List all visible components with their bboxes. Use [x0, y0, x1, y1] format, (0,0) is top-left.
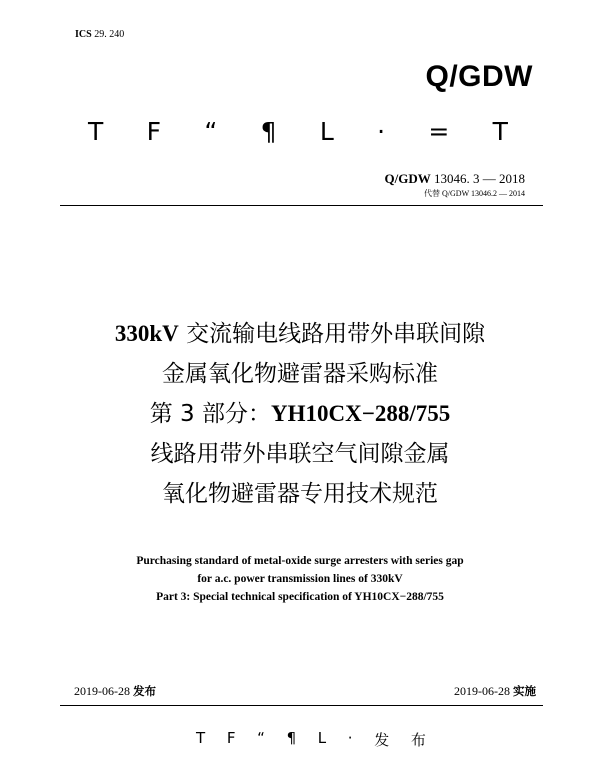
standard-number-value: 13046. 3 — 2018	[434, 171, 525, 186]
footer-char: L	[317, 729, 327, 747]
ics-code: 29. 240	[94, 29, 125, 40]
title-voltage: 330kV	[114, 321, 179, 346]
garbled-char: T	[492, 117, 508, 146]
garbled-char: T	[88, 117, 104, 146]
garbled-char: =	[428, 117, 450, 146]
issue-date	[74, 683, 156, 699]
footer-char: ·	[347, 729, 353, 747]
issue-label: 发布	[133, 684, 156, 698]
top-divider	[60, 205, 543, 206]
ics-label: ICS	[75, 29, 92, 40]
ics-classification	[75, 29, 124, 40]
title-line-1-rest: 交流输电线路用带外串联间隙	[178, 321, 486, 347]
english-title-line-2: for a.c. power transmission lines of 330kV	[197, 573, 403, 585]
footer-char: “	[257, 729, 265, 747]
issue-date-value: 2019-06-28	[74, 684, 130, 698]
english-title-line-3: Part 3: Special technical specification of YH10CX−288/755	[156, 591, 444, 603]
title-line-2: 金属氧化物避雷器采购标准	[162, 361, 438, 387]
garbled-char: L	[319, 117, 334, 146]
footer-char: 发	[374, 731, 390, 749]
title-line-4: 线路用带外串联空气间隙金属	[150, 441, 450, 467]
implement-date-value: 2019-06-28	[454, 684, 510, 698]
garbled-issuer-line	[88, 117, 508, 146]
standard-logo: Q/GDW	[425, 60, 533, 93]
implement-date	[454, 683, 536, 699]
footer-issuer-line	[196, 729, 426, 750]
english-title	[0, 552, 600, 606]
title-line-3	[0, 394, 600, 434]
standard-code: Q/GDW	[384, 171, 431, 186]
title-line-1	[0, 314, 600, 354]
footer-char: F	[226, 729, 236, 747]
footer-char: ¶	[286, 729, 297, 747]
footer-char: T	[196, 729, 206, 747]
bottom-divider	[60, 705, 543, 706]
title-line-5: 氧化物避雷器专用技术规范	[162, 481, 438, 507]
garbled-char: “	[204, 117, 218, 146]
replaces-note: 代替 Q/GDW 13046.2 — 2014	[424, 189, 525, 198]
footer-char: 布	[410, 731, 426, 749]
chinese-title	[0, 314, 600, 514]
garbled-char: ¶	[260, 117, 277, 146]
english-title-line-1: Purchasing standard of metal-oxide surge arresters with series gap	[136, 555, 464, 567]
implement-label: 实施	[513, 684, 536, 698]
garbled-char: ·	[377, 117, 386, 146]
title-part-prefix: 第 3 部分：	[149, 401, 272, 427]
garbled-char: F	[146, 117, 161, 146]
standard-number	[385, 171, 525, 187]
title-model: YH10CX−288/755	[271, 401, 451, 426]
